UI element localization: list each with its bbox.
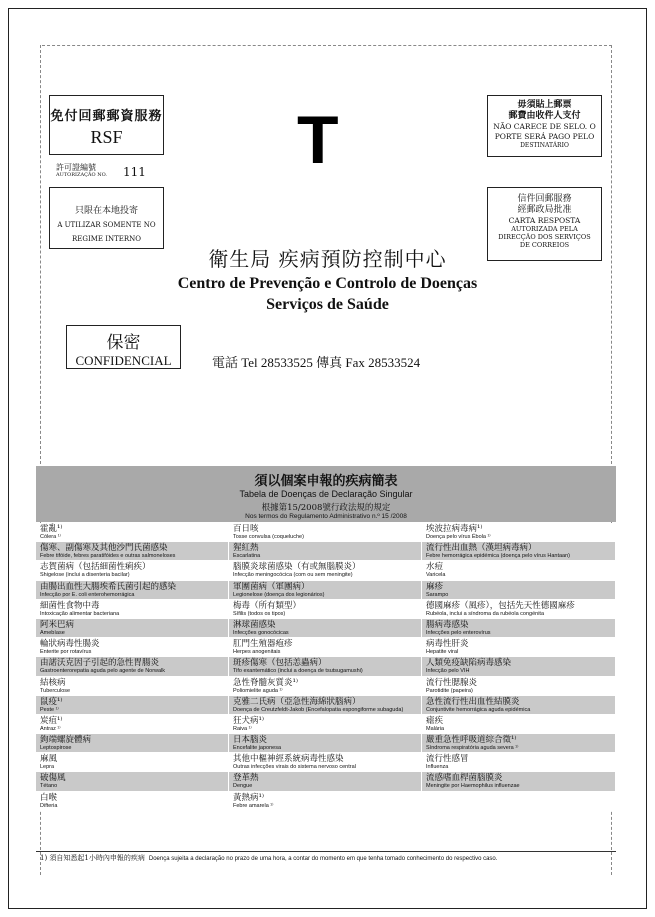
disease-name-portuguese: Gastroenterorepatia aguda pelo agente de Norwalk bbox=[40, 668, 166, 675]
disease-name-portuguese: Dengue bbox=[233, 783, 253, 790]
disease-table bbox=[36, 523, 616, 811]
disease-name-portuguese: Hepatite viral bbox=[426, 649, 459, 656]
disease-name-portuguese: Infecções gonocócicas bbox=[233, 629, 289, 636]
disease-name-portuguese: Escarlatina bbox=[233, 553, 261, 560]
table-cell bbox=[229, 638, 422, 657]
disease-name-chinese: 阿米巴病 bbox=[40, 619, 75, 630]
disease-name-chinese: 人類免疫缺陷病毒感染 bbox=[426, 658, 512, 669]
disease-name-chinese: 由諾沃克因子引起的急性胃腸炎 bbox=[40, 658, 160, 669]
disease-name-chinese: 志賀菌病（包括細菌性痢疾） bbox=[40, 562, 151, 573]
rsf-chinese: 免付回郵郵資服務 bbox=[50, 109, 163, 124]
table-law-portuguese: Nos termos do Regulamento Administrativo n.º 15 /2008 bbox=[245, 513, 407, 520]
disease-name-chinese: 斑疹傷寒（包括恙蟲病） bbox=[233, 658, 327, 669]
stamp-chinese-2: 郵費由收件人支付 bbox=[508, 111, 581, 121]
disease-name-chinese: 白喉 bbox=[40, 792, 58, 803]
disease-name-portuguese: Outras infecções virais do sistema nervoso central bbox=[233, 764, 356, 771]
permit-value: 111 bbox=[123, 165, 146, 179]
table-cell bbox=[36, 638, 229, 657]
disease-name-portuguese: Febre tifóide, febres paratifóides e outras salmoneloses bbox=[40, 553, 176, 560]
table-cell bbox=[36, 677, 229, 696]
disease-name-portuguese: Cólera ¹⁾ bbox=[40, 534, 61, 540]
reply-portuguese-4: DE CORREIOS bbox=[519, 241, 570, 249]
reply-portuguese-1: CARTA RESPOSTA bbox=[508, 216, 581, 225]
disease-name-chinese: 登革熱 bbox=[233, 773, 259, 784]
disease-name-portuguese: Shigelose (inclui a disenteria bacilar) bbox=[40, 572, 130, 579]
disease-name-portuguese: Tuberculose bbox=[40, 687, 71, 694]
disease-name-chinese: 炭疽¹⁾ bbox=[40, 715, 63, 726]
footnote-chinese: 1) 須自知悉起1小時內申報的疾病 bbox=[40, 854, 145, 862]
disease-name-chinese: 急性脊髓灰質炎¹⁾ bbox=[233, 677, 298, 688]
footnote bbox=[40, 853, 620, 863]
disease-name-chinese: 流行性感冒 bbox=[426, 754, 469, 765]
disease-name-chinese: 肛門生殖器疱疹 bbox=[233, 639, 293, 650]
cut-line-top bbox=[42, 45, 612, 46]
disease-name-chinese: 嚴重急性呼吸道綜合徵¹⁾ bbox=[426, 735, 517, 746]
no-stamp-box bbox=[487, 95, 602, 157]
table-cell bbox=[229, 581, 422, 600]
disease-name-chinese: 黃熱病¹⁾ bbox=[233, 792, 264, 803]
table-cell bbox=[422, 753, 616, 772]
rsf-postage-box bbox=[49, 95, 164, 155]
table-cell bbox=[229, 792, 422, 811]
disease-name-portuguese: Tifo exantemático (inclui a doença de tsutsugamushi) bbox=[233, 668, 363, 675]
disease-name-chinese: 其他中樞神經系統病毒性感染 bbox=[233, 754, 344, 765]
confidential-chinese: 保密 bbox=[106, 333, 141, 353]
disease-name-chinese: 流行性腮腺炎 bbox=[426, 677, 478, 688]
disease-name-chinese: 淋球菌感染 bbox=[233, 619, 276, 630]
disease-name-portuguese: Tosse convulsa (coqueluche) bbox=[233, 534, 304, 540]
reply-portuguese-2: AUTORIZADA PELA bbox=[511, 225, 578, 233]
disease-name-chinese: 瘧疾 bbox=[426, 715, 444, 726]
table-law-chinese: 根據第15/2008號行政法規的規定 bbox=[261, 503, 391, 513]
permit-number bbox=[56, 163, 166, 178]
disease-name-portuguese: Doença de Creutzfeldt-Jakob (Encefalopatia espongiforme subaguda) bbox=[233, 706, 404, 713]
table-cell bbox=[36, 561, 229, 580]
table-cell bbox=[36, 753, 229, 772]
stamp-portuguese-1: NÃO CARECE DE SELO. O bbox=[493, 122, 596, 131]
disease-name-portuguese: Legionelose (doença dos legionários) bbox=[233, 591, 325, 598]
contact-line: 電話 Tel 28533525 傳真 Fax 28533524 bbox=[212, 355, 421, 370]
disease-name-chinese: 麻疹 bbox=[426, 581, 444, 592]
table-cell bbox=[422, 696, 616, 715]
stamp-portuguese-3: DESTINATÁRIO bbox=[520, 142, 569, 149]
disease-name-portuguese: Febre hemorrágica epidémica (doença pelo vírus Hantaan) bbox=[426, 553, 570, 560]
footnote-divider bbox=[36, 851, 616, 852]
disease-name-portuguese: Parotidite (papeira) bbox=[426, 687, 473, 694]
table-cell bbox=[229, 600, 422, 619]
table-cell bbox=[229, 753, 422, 772]
table-cell bbox=[422, 619, 616, 638]
table-cell bbox=[229, 734, 422, 753]
confidential-box bbox=[66, 325, 181, 369]
internal-chinese: 只限在本地投寄 bbox=[74, 206, 138, 216]
organization-chinese: 衛生局 疾病預防控制中心 bbox=[208, 247, 447, 271]
disease-name-chinese: 克雅二氏病（亞急性海綿狀腦病） bbox=[233, 696, 361, 707]
disease-name-chinese: 輪狀病毒性腸炎 bbox=[40, 639, 100, 650]
disease-name-portuguese: Doença pelo vírus Ébola ¹⁾ bbox=[426, 534, 491, 540]
disease-name-portuguese: Antraz ¹⁾ bbox=[40, 725, 61, 732]
disease-name-chinese: 傷寒、副傷寒及其他沙門氏菌感染 bbox=[40, 543, 168, 554]
internal-portuguese-1: A UTILIZAR SOMENTE NO bbox=[57, 221, 156, 229]
disease-name-chinese: 軍團菌病（軍團病） bbox=[233, 581, 310, 592]
disease-name-portuguese: Infecção por E. coli enterohemorrágica bbox=[40, 591, 135, 598]
organization-subtitle: Serviços de Saúde bbox=[266, 296, 389, 313]
disease-name-chinese: 梅毒（所有類型） bbox=[233, 600, 302, 611]
disease-name-portuguese: Infecções pelo enterovírus bbox=[426, 629, 491, 636]
disease-name-chinese: 腸病毒感染 bbox=[426, 619, 469, 630]
disease-name-chinese: 細菌性食物中毒 bbox=[40, 600, 100, 611]
reply-chinese-1: 信件回郵服務 bbox=[517, 194, 572, 204]
disease-name-chinese: 百日咳 bbox=[233, 524, 259, 534]
disease-name-portuguese: Peste ¹⁾ bbox=[40, 706, 59, 713]
permit-chinese: 許可證編號 bbox=[56, 163, 96, 172]
disease-name-portuguese: Raiva ¹⁾ bbox=[233, 725, 252, 732]
disease-name-portuguese: Lepra bbox=[40, 764, 55, 771]
table-cell bbox=[422, 734, 616, 753]
reply-portuguese-3: DIRECÇÃO DOS SERVIÇOS bbox=[498, 233, 591, 241]
disease-name-portuguese: Encefalite japonesa bbox=[233, 745, 282, 752]
table-cell bbox=[422, 677, 616, 696]
internal-mail-box bbox=[49, 187, 164, 249]
table-title-portuguese: Tabela de Doenças de Declaração Singular bbox=[239, 489, 413, 499]
table-cell bbox=[229, 619, 422, 638]
table-cell bbox=[422, 600, 616, 619]
table-cell bbox=[36, 772, 229, 791]
table-cell bbox=[36, 734, 229, 753]
disease-name-chinese: 霍亂¹⁾ bbox=[40, 524, 63, 534]
disease-name-chinese: 結核病 bbox=[40, 677, 66, 688]
table-cell bbox=[36, 600, 229, 619]
table-cell bbox=[229, 715, 422, 734]
table-cell bbox=[422, 657, 616, 676]
table-header bbox=[36, 466, 616, 522]
disease-name-chinese: 水痘 bbox=[426, 562, 444, 573]
footnote-portuguese: Doença sujeita a declaração no prazo de uma hora, a contar do momento em que tenha tomado conhecimento do respectivo caso. bbox=[148, 856, 498, 862]
disease-name-chinese: 鉤端螺旋體病 bbox=[40, 735, 92, 746]
table-cell bbox=[36, 792, 229, 811]
disease-name-portuguese: Leptospirose bbox=[40, 745, 72, 752]
table-cell bbox=[422, 581, 616, 600]
table-cell bbox=[422, 523, 616, 542]
table-cell bbox=[36, 715, 229, 734]
table-cell bbox=[229, 772, 422, 791]
confidential-label: CONFIDENCIAL bbox=[75, 353, 172, 368]
table-cell bbox=[229, 523, 422, 542]
table-cell bbox=[36, 696, 229, 715]
table-cell bbox=[229, 542, 422, 561]
disease-name-chinese: 急性流行性出血性結膜炎 bbox=[426, 696, 520, 707]
disease-name-chinese: 猩紅熱 bbox=[233, 543, 259, 554]
postal-letter-mark: T bbox=[297, 102, 339, 178]
reply-chinese-2: 經郵政局批准 bbox=[517, 205, 572, 215]
disease-name-chinese: 鼠疫¹⁾ bbox=[40, 696, 63, 707]
disease-name-portuguese: Sarampo bbox=[426, 591, 449, 598]
table-cell bbox=[229, 657, 422, 676]
stamp-portuguese-2: PORTE SERÁ PAGO PELO bbox=[494, 132, 595, 141]
table-cell bbox=[229, 696, 422, 715]
table-cell bbox=[422, 638, 616, 657]
disease-name-chinese: 破傷風 bbox=[40, 773, 66, 784]
internal-portuguese-2: REGIME INTERNO bbox=[71, 235, 142, 243]
table-cell bbox=[422, 542, 616, 561]
disease-name-portuguese: Infecção pelo VIH bbox=[426, 668, 470, 675]
table-cell bbox=[422, 561, 616, 580]
table-cell bbox=[422, 792, 616, 811]
disease-name-portuguese: Intoxicação alimentar bacteriana bbox=[40, 610, 120, 617]
disease-name-chinese: 流行性出血熱（漢坦病毒病） bbox=[426, 543, 537, 554]
table-cell bbox=[36, 523, 229, 542]
disease-name-portuguese: Rubéola, inclui a síndroma da rubéola congénita bbox=[426, 610, 545, 617]
disease-name-portuguese: Infecção meningocócica (com ou sem meningite) bbox=[233, 572, 353, 579]
table-cell bbox=[36, 657, 229, 676]
permit-portuguese: AUTORIZAÇÃO NO. bbox=[56, 172, 107, 178]
disease-name-chinese: 德國麻疹（風疹），包括先天性德國麻疹 bbox=[426, 600, 575, 611]
stamp-chinese-1: 毋須貼上郵票 bbox=[517, 100, 572, 110]
disease-name-chinese: 腦膜炎球菌感染（有或無腦膜炎） bbox=[233, 562, 361, 573]
table-cell bbox=[229, 561, 422, 580]
disease-name-portuguese: Varicela bbox=[426, 572, 446, 579]
disease-name-portuguese: Meningite por Haemophilus influenzae bbox=[426, 783, 520, 790]
disease-name-chinese: 流感嗜血桿菌腦膜炎 bbox=[426, 773, 503, 784]
disease-name-chinese: 病毒性肝炎 bbox=[426, 639, 469, 650]
disease-name-portuguese: Tétano bbox=[40, 783, 58, 790]
disease-name-portuguese: Influenza bbox=[426, 764, 449, 771]
disease-name-chinese: 埃波拉病毒病¹⁾ bbox=[426, 524, 483, 534]
disease-name-portuguese: Conjuntivite hemorrágica aguda epidémica bbox=[426, 706, 531, 713]
rsf-code: RSF bbox=[90, 127, 123, 147]
table-cell bbox=[36, 581, 229, 600]
disease-name-chinese: 由腸出血性大腸埃希氏菌引起的感染 bbox=[40, 581, 177, 592]
disease-name-portuguese: Síndroma respiratória aguda severa ¹⁾ bbox=[426, 745, 519, 752]
disease-name-chinese: 麻風 bbox=[40, 754, 58, 765]
table-cell bbox=[229, 677, 422, 696]
disease-name-portuguese: Enterite por rotavírus bbox=[40, 649, 92, 656]
table-cell bbox=[36, 542, 229, 561]
disease-name-portuguese: Amebíase bbox=[40, 629, 65, 636]
disease-name-chinese: 日本腦炎 bbox=[233, 735, 268, 746]
table-cell bbox=[36, 619, 229, 638]
organization-portuguese: Centro de Prevenção e Controlo de Doenças bbox=[177, 275, 478, 292]
disease-name-portuguese: Malária bbox=[426, 725, 445, 732]
table-cell bbox=[422, 772, 616, 791]
disease-name-chinese: 狂犬病¹⁾ bbox=[233, 715, 264, 726]
table-title-chinese: 須以個案申報的疾病簡表 bbox=[254, 474, 398, 489]
disease-name-portuguese: Poliomielite aguda ¹⁾ bbox=[233, 687, 283, 694]
table-cell bbox=[422, 715, 616, 734]
disease-name-portuguese: Difteria bbox=[40, 802, 58, 809]
disease-name-portuguese: Herpes anogenitais bbox=[233, 649, 281, 656]
disease-name-portuguese: Febre amarela ¹⁾ bbox=[233, 802, 274, 809]
disease-name-portuguese: Sífilis (todos os tipos) bbox=[233, 610, 286, 617]
